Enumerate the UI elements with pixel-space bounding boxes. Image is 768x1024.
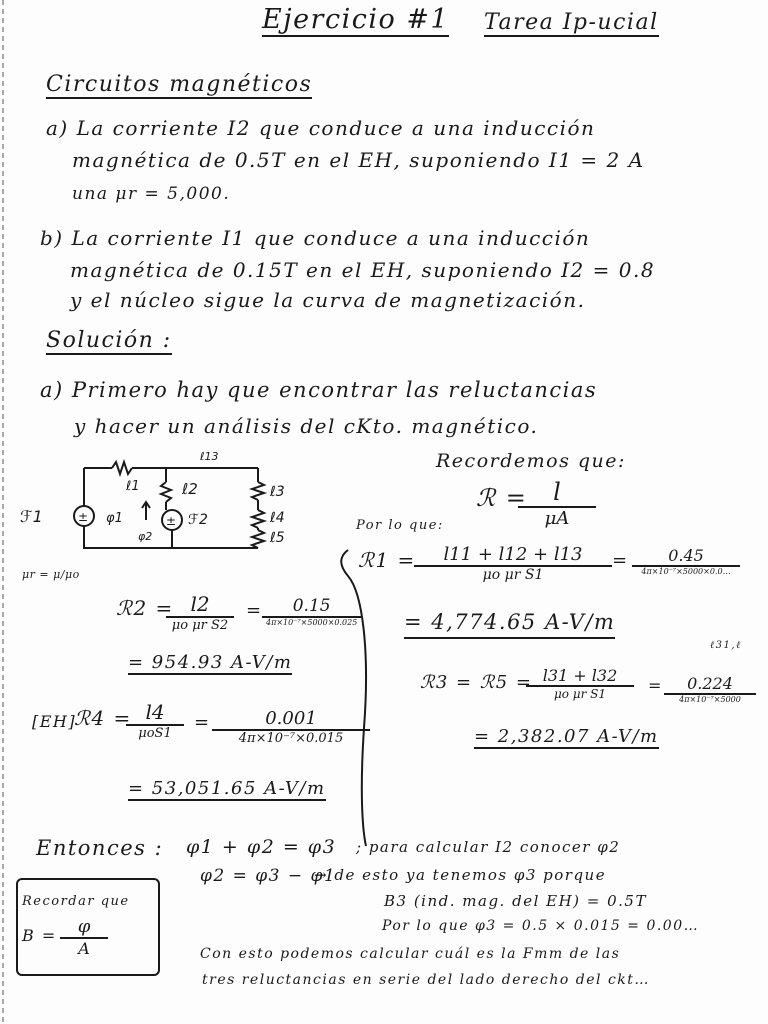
problem-b-line-2: magnética de 0.15T en el EH, suponiendo I2 = 0.8 [70,258,656,282]
circuit-label-phi-1: φ1 [106,511,123,526]
flux-equation-1-note: ; para calcular I2 conocer φ2 [356,838,621,856]
r3-fraction-numeric [664,674,756,704]
r4-fraction [126,700,184,741]
r2-numeric-num: 0.15 [262,596,361,618]
r2-lhs: ℛ2 = [116,596,174,620]
r2-fraction-numeric [262,596,361,627]
s-note: ℓ31,ℓ [710,640,742,651]
problem-a-line-2: magnética de 0.5T en el EH, suponiendo I1 = 2 A [72,148,645,172]
reluctance-formula-fraction [518,478,596,529]
solution-line-2: y hacer un análisis del cKto. magnético. [74,414,539,438]
r2-equals: = [246,600,263,621]
r3-numeric-den: 4π×10⁻⁷×5000 [679,695,741,704]
r1-numeric-num: 0.45 [632,546,740,567]
fmm-line-1: Con esto podemos calcular cuál es la Fmm de las [200,946,621,962]
r4-equals: = [194,712,211,733]
fmm-line-2: tres reluctancias en serie del lado derecho del ckt… [202,972,650,988]
r3-result: = 2,382.07 A-V/m [474,726,659,747]
source-2-sign: ± [166,514,177,528]
r2-fraction [166,592,234,633]
problem-a-line-3: una μr = 5,000. [72,184,231,204]
therefore-label: Por lo que: [356,518,444,533]
flux-equation-2: φ2 = φ3 − φ1 [200,866,337,886]
solution-title: Solución : [46,328,172,353]
r3-denominator: μo μr S1 [553,687,607,701]
r2-numeric-den: 4π×10⁻⁷×5000×0.025 [266,618,358,627]
r3-numeric-num: 0.224 [664,674,756,695]
r3-equals: = [648,676,663,695]
r3-lhs: ℛ3 = ℛ5 = [420,672,533,693]
divider-curve [334,548,394,848]
circuit-label-phi-2: φ2 [138,530,153,543]
r2-result: = 954.93 A-V/m [128,652,293,673]
reminder-title: Recordar que [22,894,130,909]
solution-line-1: a) Primero hay que encontrar las reluctancias [40,378,598,402]
flux-equation-1: φ1 + φ2 = φ3 [186,836,337,858]
exercise-title: Ejercicio #1 [262,4,450,35]
phi3-line: Por lo que φ3 = 0.5 × 0.015 = 0.00… [382,918,700,934]
assignment-title: Tarea Ip-ucial [484,10,659,35]
page-margin [2,0,4,1024]
reminder-lhs: B = [22,926,57,945]
circuit-label-r5: ℓ5 [270,530,285,546]
r4-result: = 53,051.65 A-V/m [128,778,326,799]
r1-denominator: μo μr S1 [482,567,544,583]
r1-numeric-den: 4π×10⁻⁷×5000×0.0… [641,567,731,576]
r1-fraction [414,544,612,583]
reminder-fraction [60,916,108,958]
r2-denominator: μo μr S2 [171,618,229,633]
section-title: Circuitos magnéticos [46,72,313,97]
circuit-label-r2: ℓ2 [182,480,198,498]
r1-result: = 4,774.65 A-V/m [404,610,615,639]
circuit-label-top: ℓ13 [200,450,219,463]
circuit-label-r3: ℓ3 [270,484,285,500]
r4-denominator: μoS1 [138,726,172,741]
r4-numerator: l4 [126,700,184,726]
circuit-label-source-1: ℱ1 [20,507,43,526]
r1-fraction-numeric [632,546,740,576]
source-1-sign: ± [78,510,89,524]
circuit-label-source-2: ℱ2 [188,512,208,528]
flux-equation-2-note: → de esto ya tenemos φ3 porque [314,866,607,884]
reluctance-formula-den: μA [544,508,570,529]
r1-equals: = [612,550,629,571]
reluctance-formula-num: l [518,478,596,508]
eh-label: [EH] [32,712,77,731]
r4-numeric-den: 4π×10⁻⁷×0.015 [238,731,344,746]
r3-numerator: l31 + l32 [526,666,634,687]
r4-fraction-numeric [212,708,370,746]
entonces-label: Entonces : [36,836,164,860]
recall-label: Recordemos que: [436,450,626,472]
r2-numerator: l2 [166,592,234,618]
r1-lhs: ℛ1 = [358,548,416,572]
problem-a-line-1: a) La corriente I2 que conduce a una inducción [46,116,596,140]
r4-lhs: ℛ4 = [74,706,132,730]
circuit-label-r1: ℓ1 [126,479,140,494]
r3-fraction [526,666,634,701]
problem-b-line-1: b) La corriente I1 que conduce a una inducción [40,226,591,250]
circuit-label-r4: ℓ4 [270,510,285,526]
problem-b-line-3: y el núcleo sigue la curva de magnetización. [70,288,586,312]
r4-numeric-num: 0.001 [212,708,370,731]
eh-induction-line: B3 (ind. mag. del EH) = 0.5T [384,892,647,910]
r1-numerator: l11 + l12 + l13 [414,544,612,567]
reminder-den: A [78,939,90,958]
relative-permeability-note: μr = μ/μo [22,568,80,581]
reminder-num: φ [60,916,108,939]
magnetic-circuit-diagram [14,446,334,566]
reluctance-formula-lhs: ℛ = [476,484,528,512]
